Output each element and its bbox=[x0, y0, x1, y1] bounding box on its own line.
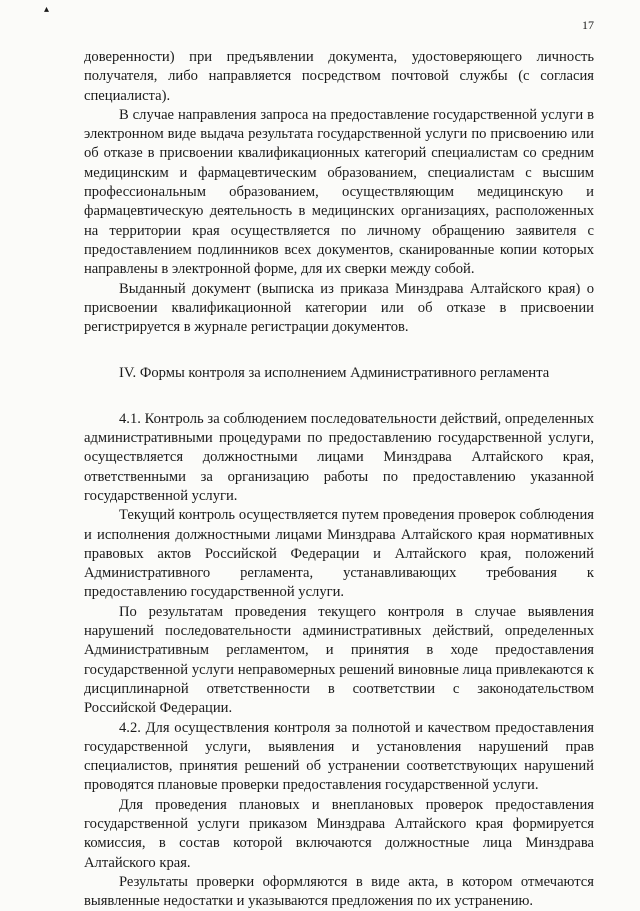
paragraph: 4.2. Для осуществления контроля за полнотой и качеством предоставления государственной услуги, выявления и установления нарушений прав специалистов, принятия решений об устранении соответствующих нарушений проводятся плановые проверки предоставления государственной услуги. bbox=[84, 719, 594, 794]
paragraph: 4.1. Контроль за соблюдением последовательности действий, определенных административными процедурами по предоставлению государственной услуги, осуществляется должностными лицами Минздрава Алтайского края, ответственными за организацию работы по предоставлению указанной государственной услуги. bbox=[84, 410, 594, 504]
paragraph: В случае направления запроса на предоставление государственной услуги в электронном виде выдача результата государственной услуги по присвоению или об отказе в присвоении квалификационных категорий специалистам со средним медицинским и фармацевтическим образованием, специалистам с высшим профессиональным образованием, осуществляющим медицинскую и фармацевтическую деятельность в медицинских организациях, расположенных на территории края осуществляется по личному обращению заявителя с предоставлением подлинников всех документов, сканированные копии которых направлены в электронной форме, для их сверки между собой. bbox=[84, 106, 594, 278]
scan-mark: ▴ bbox=[44, 4, 50, 15]
document-body bbox=[84, 48, 594, 911]
paragraph: Выданный документ (выписка из приказа Минздрава Алтайского края) о присвоении квалификационной категории или об отказе в присвоении регистрируется в журнале регистрации документов. bbox=[84, 280, 594, 336]
paragraph: По результатам проведения текущего контроля в случае выявления нарушений последовательности административных действий, определенных Административным регламентом, и принятия в ходе предоставления государственной услуги неправомерных решений виновные лица привлекаются к дисциплинарной ответственности в соответствии с законодательством Российской Федерации. bbox=[84, 603, 594, 717]
paragraph: Для проведения плановых и внеплановых проверок предоставления государственной услуги приказом Минздрава Алтайского края формируется комиссия, в состав которой включаются должностные лица Минздрава Алтайского края. bbox=[84, 796, 594, 871]
paragraph: Текущий контроль осуществляется путем проведения проверок соблюдения и исполнения должностными лицами Минздрава Алтайского края нормативных правовых актов Российской Федерации и Алтайского края, положений Административного регламента, устанавливающих требования к предоставлению государственной услуги. bbox=[84, 507, 594, 601]
paragraph: Результаты проверки оформляются в виде акта, в котором отмечаются выявленные недостатки и указываются предложения по их устранению. bbox=[84, 873, 594, 910]
paragraph: доверенности) при предъявлении документа, удостоверяющего личность получателя, либо направляется посредством почтовой службы (с согласия специалиста). bbox=[84, 49, 594, 104]
page-number: 17 bbox=[582, 18, 594, 32]
section-heading: IV. Формы контроля за исполнением Административного регламента bbox=[119, 365, 550, 382]
